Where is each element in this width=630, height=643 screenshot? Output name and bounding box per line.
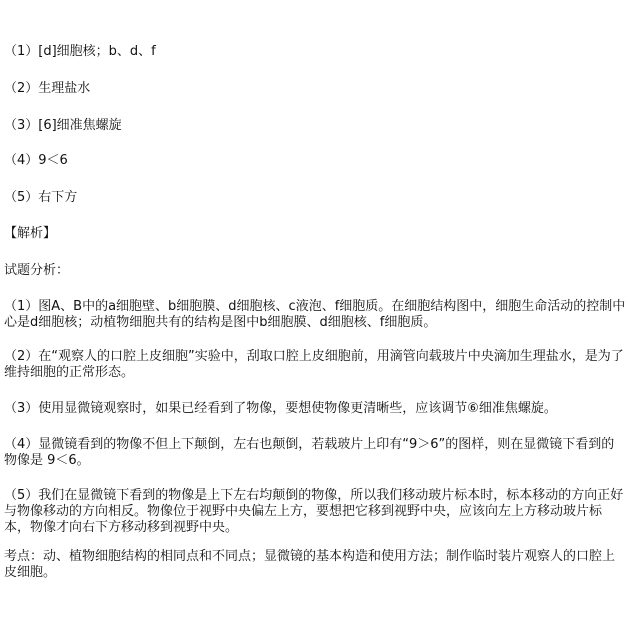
analysis-intro: 试题分析： — [4, 263, 70, 278]
answer-1: （1）[d]细胞核；b、d、f — [4, 44, 156, 59]
analysis-heading: 【解析】 — [4, 226, 57, 241]
analysis-item-3: （3）使用显微镜观察时，如果已经看到了物像，要想使物像更清晰些，应该调节⑥细准焦螺旋。 — [4, 401, 557, 416]
analysis-item-4: （4）显微镜看到的物像不但上下颠倒，左右也颠倒，若载玻片上印有“9＞6”的图样，则在显微镜下看到的物像是 9＜6。 — [4, 437, 615, 468]
analysis-item-1: （1）图A、B中的a细胞壁、b细胞膜、d细胞核、c液泡、f细胞质。在细胞结构图中，细胞生命活动的控制中心是d细胞核；动植物细胞共有的结构是图中b细胞膜、d细胞核、f细胞质。 — [4, 299, 626, 330]
analysis-item-2: （2）在“观察人的口腔上皮细胞”实验中，刮取口腔上皮细胞前，用滴管向载玻片中央滴加生理盐水，是为了维持细胞的正常形态。 — [4, 349, 624, 380]
answer-4: （4）9＜6 — [4, 153, 68, 168]
test-points: 考点：动、植物细胞结构的相同点和不同点；显微镜的基本构造和使用方法；制作临时装片观察人的口腔上皮细胞。 — [4, 549, 616, 580]
analysis-item-5: （5）我们在显微镜下看到的物像是上下左右均颠倒的物像，所以我们移动玻片标本时，标本移动的方向正好与物像移动的方向相反。物像位于视野中央偏左上方，要想把它移到视野中央，应该向左上方移动玻片标本，物像才向右下方移动移到视野中央。 — [4, 488, 624, 535]
answer-5: （5）右下方 — [4, 190, 78, 205]
answer-2: （2）生理盐水 — [4, 81, 91, 96]
answer-3: （3）[6]细准焦螺旋 — [4, 118, 122, 133]
